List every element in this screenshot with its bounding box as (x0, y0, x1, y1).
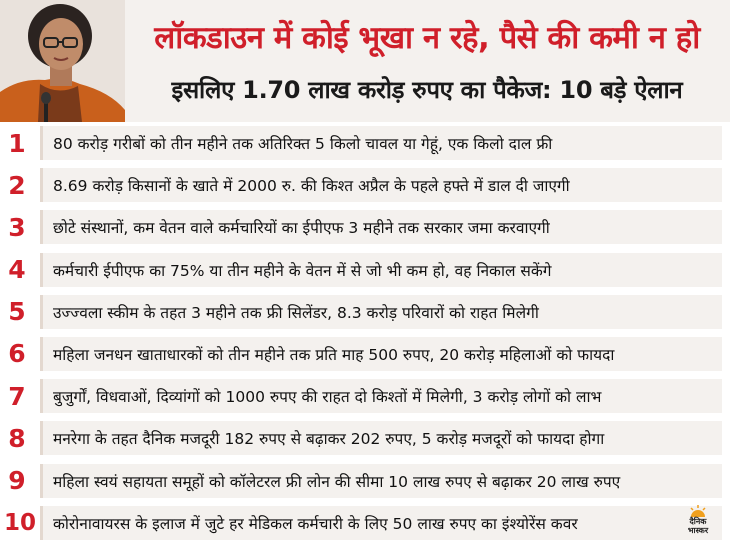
item-text: कर्मचारी ईपीएफ का 75% या तीन महीने के वेतन में से जो भी कम हो, वह निकाल सकेंगे (40, 253, 722, 287)
list-item (0, 295, 730, 329)
item-text: बुजुर्गों, विधवाओं, दिव्यांगों को 1000 रुपए की राहत दो किश्तों में मिलेगी, 3 करोड़ लोगों को लाभ (40, 379, 722, 413)
item-text: महिला जनधन खाताधारकों को तीन महीने तक प्रति माह 500 रुपए, 20 करोड़ महिलाओं को फायदा (40, 337, 722, 371)
item-number: 4 (2, 253, 32, 287)
list-item (0, 506, 730, 540)
item-text: छोटे संस्थानों, कम वेतन वाले कर्मचारियों का ईपीएफ 3 महीने तक सरकार जमा करवाएगी (40, 210, 722, 244)
announcement-list (0, 126, 730, 548)
dainik-bhaskar-logo (680, 505, 716, 543)
list-item (0, 253, 730, 287)
item-number: 7 (2, 379, 32, 413)
list-item (0, 126, 730, 160)
logo-line-2: भास्कर (687, 526, 709, 535)
item-text: 80 करोड़ गरीबों को तीन महीने तक अतिरिक्त 5 किलो चावल या गेहूं, एक किलो दाल फ्री (40, 126, 722, 160)
list-item (0, 464, 730, 498)
list-item (0, 421, 730, 455)
item-number: 1 (2, 126, 32, 160)
list-item (0, 168, 730, 202)
item-number: 2 (2, 168, 32, 202)
item-text: कोरोनावायरस के इलाज में जुटे हर मेडिकल कर्मचारी के लिए 50 लाख रुपए का इंश्योरेंस कवर (40, 506, 722, 540)
item-number: 9 (2, 464, 32, 498)
item-number: 3 (2, 210, 32, 244)
item-number: 5 (2, 295, 32, 329)
subheadline: इसलिए 1.70 लाख करोड़ रुपए का पैकेज: 10 बड़े ऐलान (171, 76, 683, 104)
item-number: 6 (2, 337, 32, 371)
list-item (0, 210, 730, 244)
headline: लॉकडाउन में कोई भूखा न रहे, पैसे की कमी न हो (154, 20, 700, 56)
item-text: मनरेगा के तहत दैनिक मजदूरी 182 रुपए से बढ़ाकर 202 रुपए, 5 करोड़ मजदूरों को फायदा होगा (40, 421, 722, 455)
speaker-portrait (0, 0, 125, 122)
logo-line-1: दैनिक (689, 517, 707, 526)
header-banner (0, 0, 730, 122)
item-text: 8.69 करोड़ किसानों के खाते में 2000 रु. की किश्त अप्रैल के पहले हफ्ते में डाल दी जाएगी (40, 168, 722, 202)
item-text: महिला स्वयं सहायता समूहों को कॉलेटरल फ्री लोन की सीमा 10 लाख रुपए से बढ़ाकर 20 लाख रुपए (40, 464, 722, 498)
list-item (0, 337, 730, 371)
item-number: 10 (0, 506, 40, 540)
item-number: 8 (2, 421, 32, 455)
sun-icon (689, 505, 707, 517)
list-item (0, 379, 730, 413)
item-text: उज्ज्वला स्कीम के तहत 3 महीने तक फ्री सिलेंडर, 8.3 करोड़ परिवारों को राहत मिलेगी (40, 295, 722, 329)
